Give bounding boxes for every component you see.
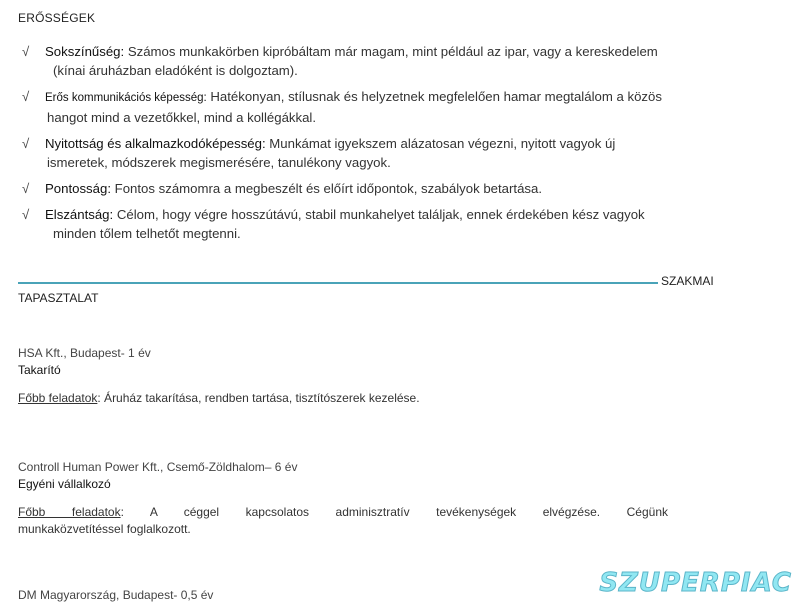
job-role: Egyéni vállalkozó [18, 477, 111, 491]
strength-text-cont: ismeretek, módszerek megismerésére, tanulékony vagyok. [47, 155, 391, 170]
strength-text-cont: (kínai áruházban eladóként is dolgoztam). [53, 63, 298, 78]
job-entry [18, 459, 668, 538]
job-duties-text: : Áruház takarítása, rendben tartása, tisztítószerek kezelése. [97, 391, 420, 405]
strength-label: Elszántság: [45, 207, 114, 222]
section-divider [18, 282, 658, 284]
watermark-logo: SZUPERPIAC [599, 568, 792, 598]
check-icon: √ [22, 44, 30, 59]
strength-text: Hatékonyan, stílusnak és helyzetnek megfelelően hamar megtalálom a közös [206, 89, 662, 104]
strength-text: Számos munkakörben kipróbáltam már magam, mint például az ipar, vagy a kereskedelem [124, 44, 658, 59]
strength-item [22, 134, 782, 172]
section-title-experience-part1: SZAKMAI [661, 274, 714, 288]
strength-label: Pontosság: [45, 181, 111, 196]
check-icon: √ [22, 207, 30, 222]
job-duties-cont: munkaközvetítéssel foglalkozott. [18, 522, 191, 536]
strength-item [22, 42, 782, 80]
strength-label: Erős kommunikációs képesség: [45, 92, 207, 104]
job-duties-label: Főbb feladatok [18, 391, 98, 405]
job-duties-label: Főbb feladatok [18, 505, 121, 519]
job-company: Controll Human Power Kft., Csemő-Zöldhalom– 6 év [18, 460, 298, 474]
strength-item [22, 87, 782, 127]
job-role: Takarító [18, 363, 61, 377]
job-duties [18, 504, 668, 521]
strength-text: Célom, hogy végre hosszútávú, stabil munkahelyet találjak, ennek érdekében kész vagyok [113, 207, 645, 222]
strength-text-cont: minden tőlem telhetőt megtenni. [53, 226, 241, 241]
job-duties-text: : A céggel kapcsolatos adminisztratív tevékenységek elvégzése. Cégünk [120, 505, 668, 519]
section-title-experience-part2: TAPASZTALAT [18, 291, 99, 305]
check-icon: √ [22, 136, 30, 151]
strengths-list [22, 42, 782, 250]
job-duties [18, 390, 668, 407]
strength-text-cont: hangot mind a vezetőkkel, mind a kollégákkal. [47, 110, 317, 125]
job-company: HSA Kft., Budapest- 1 év [18, 346, 151, 360]
job-entry [18, 345, 668, 407]
strength-text: Munkámat igyekszem alázatosan végezni, nyitott vagyok új [265, 136, 616, 151]
strength-label: Sokszínűség: [45, 44, 125, 59]
strength-item [22, 179, 782, 198]
section-title-strengths: ERŐSSÉGEK [18, 11, 96, 25]
strength-text: Fontos számomra a megbeszélt és előírt időpontok, szabályok betartása. [110, 181, 542, 196]
strength-item [22, 205, 782, 243]
job-company-partial: DM Magyarország, Budapest- 0,5 év [18, 588, 214, 602]
check-icon: √ [22, 181, 30, 196]
check-icon: √ [22, 89, 30, 104]
strength-label: Nyitottság és alkalmazkodóképesség: [45, 136, 266, 151]
